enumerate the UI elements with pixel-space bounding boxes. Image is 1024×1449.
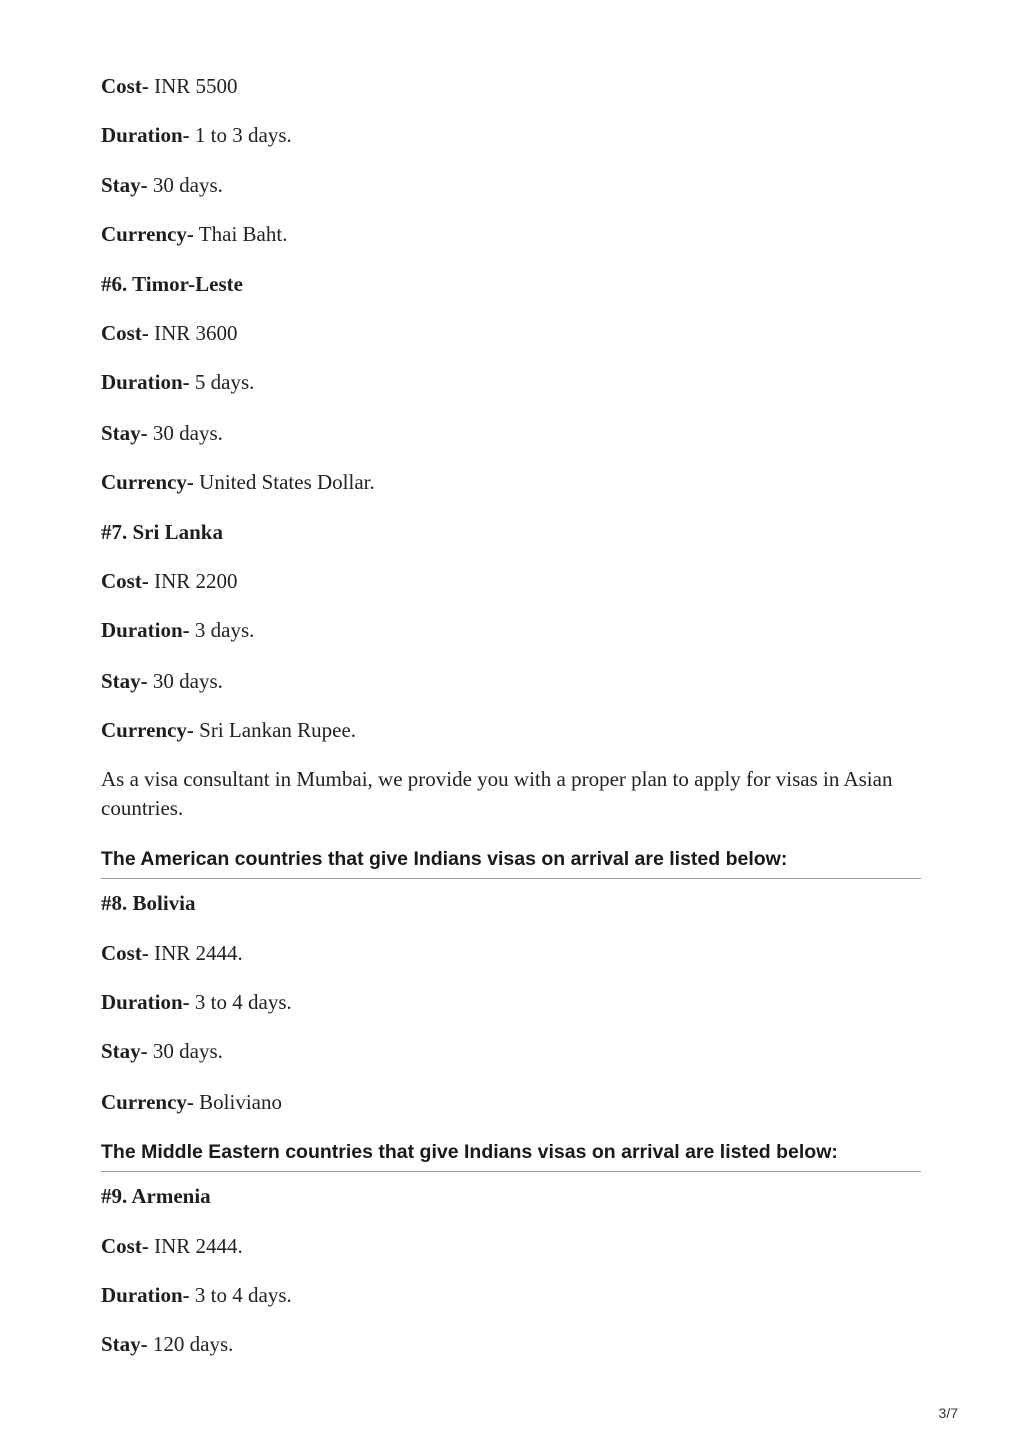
page-number: 3/7 — [938, 1405, 958, 1421]
currency-label: Currency- — [101, 718, 194, 742]
currency-label: Currency- — [101, 222, 194, 246]
duration-line — [101, 121, 292, 149]
duration-label: Duration- — [101, 618, 190, 642]
cost-line — [101, 939, 243, 967]
cost-label: Cost- — [101, 1234, 149, 1258]
stay-label: Stay- — [101, 421, 148, 445]
duration-line — [101, 1281, 292, 1309]
section-heading-middle-east: The Middle Eastern countries that give Indians visas on arrival are listed below: — [101, 1139, 921, 1172]
currency-label: Currency- — [101, 1090, 194, 1114]
currency-value: Sri Lankan Rupee. — [193, 718, 357, 742]
section-heading-american: The American countries that give Indians visas on arrival are listed below: — [101, 846, 921, 879]
stay-value: 30 days. — [147, 1039, 223, 1063]
cost-line — [101, 72, 238, 100]
currency-value: United States Dollar. — [193, 470, 375, 494]
cost-label: Cost- — [101, 569, 149, 593]
cost-line — [101, 319, 238, 347]
currency-line — [101, 1088, 282, 1116]
duration-label: Duration- — [101, 123, 190, 147]
duration-line — [101, 616, 254, 644]
stay-line — [101, 419, 223, 447]
country-heading-armenia: #9. Armenia — [101, 1184, 211, 1208]
currency-label: Currency- — [101, 470, 194, 494]
duration-value: 3 days. — [189, 618, 255, 642]
cost-value: INR 5500 — [148, 74, 238, 98]
cost-value: INR 2200 — [148, 569, 238, 593]
stay-value: 120 days. — [147, 1332, 234, 1356]
stay-line — [101, 1330, 233, 1358]
stay-value: 30 days. — [147, 421, 223, 445]
cost-value: INR 3600 — [148, 321, 238, 345]
stay-label: Stay- — [101, 173, 148, 197]
country-heading-sri-lanka: #7. Sri Lanka — [101, 520, 223, 544]
duration-value: 1 to 3 days. — [189, 123, 292, 147]
currency-line — [101, 220, 287, 248]
stay-value: 30 days. — [147, 173, 223, 197]
cost-label: Cost- — [101, 74, 149, 98]
cost-line — [101, 567, 238, 595]
duration-line — [101, 368, 254, 396]
currency-line — [101, 468, 375, 496]
cost-label: Cost- — [101, 321, 149, 345]
stay-line — [101, 667, 223, 695]
duration-value: 5 days. — [189, 370, 255, 394]
country-heading-timor-leste: #6. Timor-Leste — [101, 272, 243, 296]
stay-line — [101, 1037, 223, 1065]
cost-line — [101, 1232, 243, 1260]
stay-line — [101, 171, 223, 199]
cost-label: Cost- — [101, 941, 149, 965]
country-heading-bolivia: #8. Bolivia — [101, 891, 196, 915]
currency-line — [101, 716, 356, 744]
duration-label: Duration- — [101, 990, 190, 1014]
duration-line — [101, 988, 292, 1016]
cost-value: INR 2444. — [148, 941, 243, 965]
stay-label: Stay- — [101, 1039, 148, 1063]
duration-value: 3 to 4 days. — [189, 990, 292, 1014]
stay-value: 30 days. — [147, 669, 223, 693]
consultant-paragraph: As a visa consultant in Mumbai, we provide you with a proper plan to apply for visas in Asian countries. — [101, 767, 893, 820]
stay-label: Stay- — [101, 1332, 148, 1356]
currency-value: Boliviano — [193, 1090, 283, 1114]
duration-value: 3 to 4 days. — [189, 1283, 292, 1307]
duration-label: Duration- — [101, 1283, 190, 1307]
duration-label: Duration- — [101, 370, 190, 394]
cost-value: INR 2444. — [148, 1234, 243, 1258]
stay-label: Stay- — [101, 669, 148, 693]
currency-value: Thai Baht. — [193, 222, 288, 246]
